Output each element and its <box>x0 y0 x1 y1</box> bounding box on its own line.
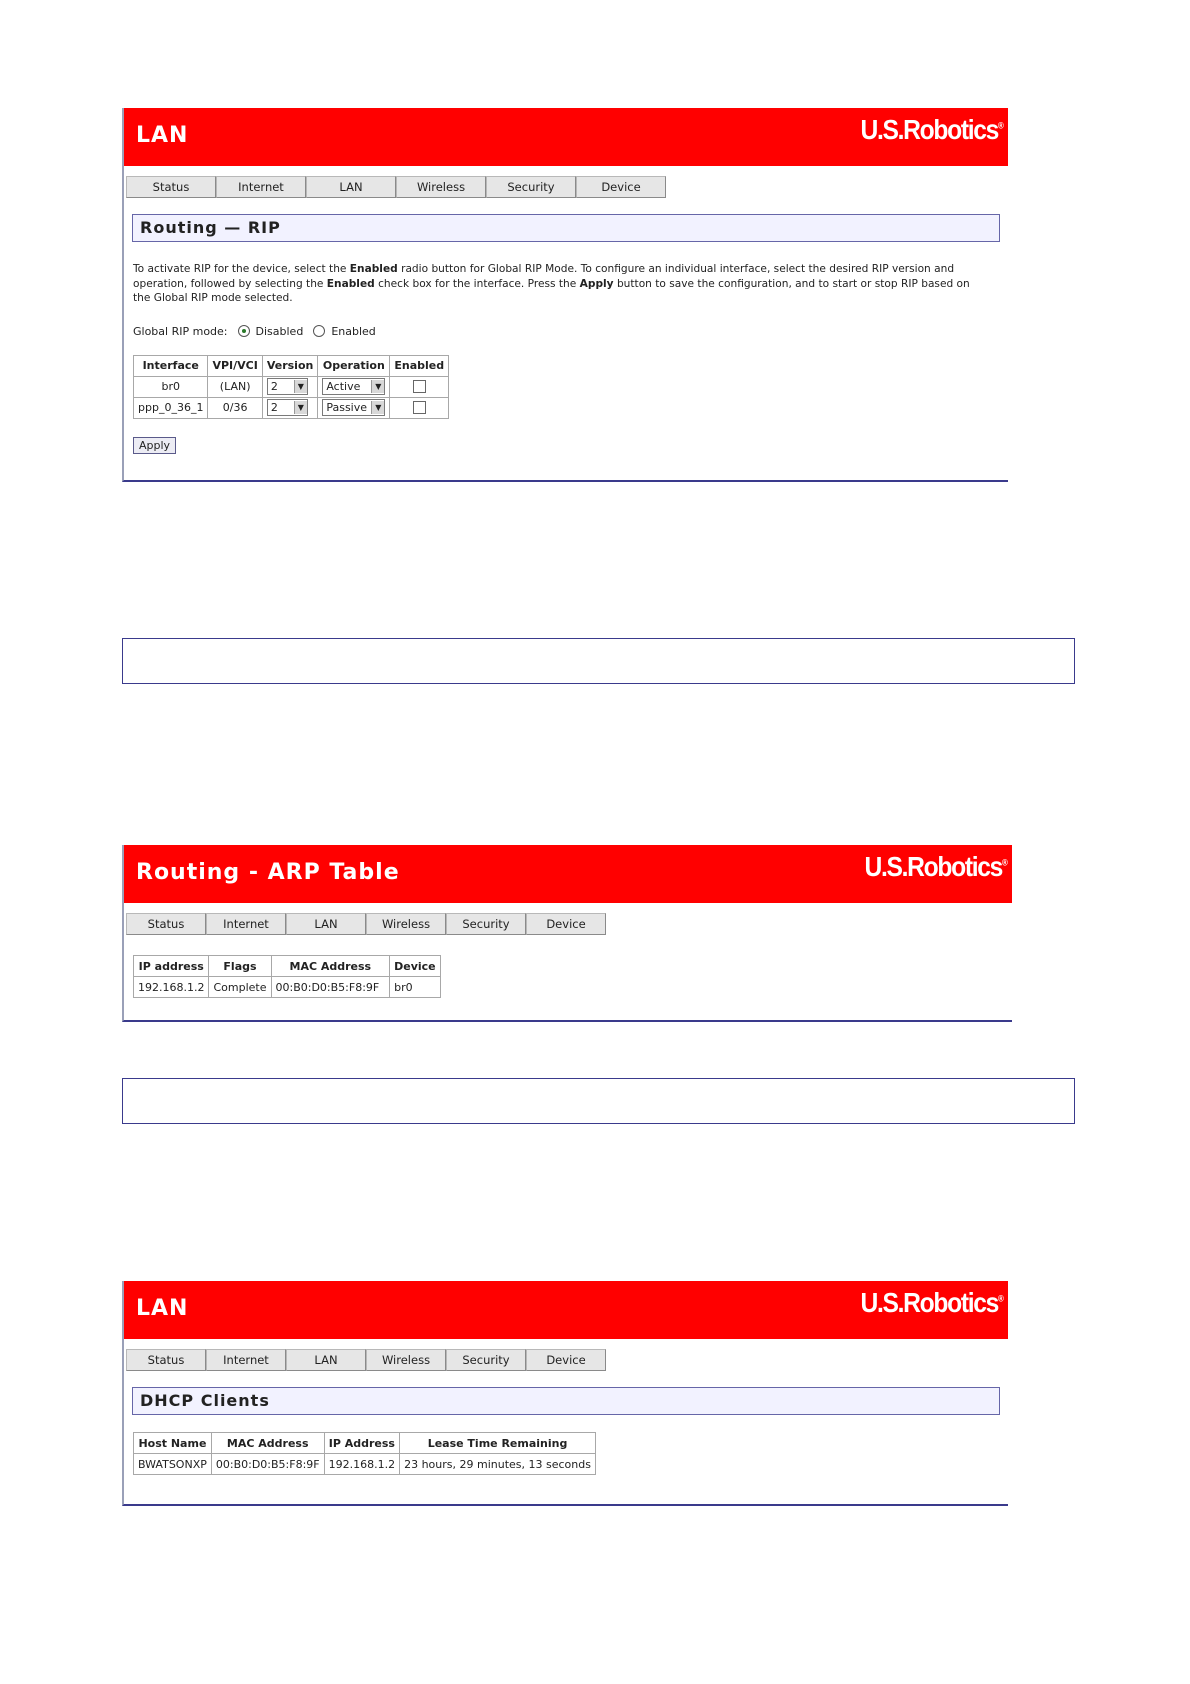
table-header-row <box>134 355 449 376</box>
arp-panel <box>122 845 1012 1022</box>
table-row <box>134 376 449 397</box>
tab-lan[interactable]: LAN <box>286 913 366 935</box>
ip-address-cell: 192.168.1.2 <box>134 977 209 998</box>
rip-interface-table <box>133 355 449 419</box>
tab-device[interactable]: Device <box>526 913 606 935</box>
chevron-down-icon: ▼ <box>294 401 307 414</box>
vpi-vci-cell: 0/36 <box>208 397 262 418</box>
tab-internet[interactable]: Internet <box>206 1349 286 1371</box>
column-header: Flags <box>209 956 271 977</box>
table-row <box>134 1454 596 1475</box>
tab-wireless[interactable]: Wireless <box>366 1349 446 1371</box>
dhcp-panel <box>122 1281 1008 1506</box>
column-header: Interface <box>134 355 208 376</box>
usrobotics-logo: U.S.Robotics® <box>860 114 1004 145</box>
column-header: MAC Address <box>211 1433 324 1454</box>
flags-cell: Complete <box>209 977 271 998</box>
operation-cell <box>318 376 390 397</box>
tab-internet[interactable]: Internet <box>206 913 286 935</box>
column-header: Operation <box>318 355 390 376</box>
version-select[interactable]: 2 ▼ <box>267 399 308 416</box>
tab-lan[interactable]: LAN <box>286 1349 366 1371</box>
caption-box <box>122 1078 1075 1124</box>
mac-address-cell: 00:B0:D0:B5:F8:9F <box>211 1454 324 1475</box>
chevron-down-icon: ▼ <box>294 380 307 393</box>
usrobotics-logo: U.S.Robotics® <box>864 851 1008 882</box>
page-title: DHCP Clients <box>132 1387 1000 1415</box>
global-rip-mode-label: Global RIP mode: <box>133 324 228 338</box>
banner-title: LAN <box>136 123 189 148</box>
interface-cell: ppp_0_36_1 <box>134 397 208 418</box>
dhcp-clients-table <box>133 1432 596 1475</box>
tab-lan[interactable]: LAN <box>306 176 396 198</box>
lease-time-cell: 23 hours, 29 minutes, 13 seconds <box>400 1454 596 1475</box>
instructions-text: To activate RIP for the device, select the Enabled radio button for Global RIP Mode. To configure an individual interface, select the desired RIP version and operation, followed by selecting the Enabled check box for the interface. Press the Apply button to save the configuration, and to start or stop RIP based on the Global RIP mode selected. <box>133 263 970 304</box>
column-header: MAC Address <box>271 956 390 977</box>
version-cell <box>262 397 318 418</box>
enabled-checkbox[interactable] <box>413 380 426 393</box>
tab-device[interactable]: Device <box>576 176 666 198</box>
enabled-checkbox[interactable] <box>413 401 426 414</box>
column-header: Lease Time Remaining <box>400 1433 596 1454</box>
column-header: VPI/VCI <box>208 355 262 376</box>
tab-status[interactable]: Status <box>126 913 206 935</box>
operation-select[interactable]: Active ▼ <box>322 378 385 395</box>
banner <box>124 108 1008 166</box>
tab-bar <box>126 176 1008 198</box>
operation-cell <box>318 397 390 418</box>
version-cell <box>262 376 318 397</box>
usrobotics-logo: U.S.Robotics® <box>860 1287 1004 1318</box>
tab-status[interactable]: Status <box>126 1349 206 1371</box>
table-header-row <box>134 956 441 977</box>
arp-table <box>133 955 441 998</box>
global-rip-mode <box>133 325 1008 338</box>
tab-bar <box>126 1349 1008 1371</box>
apply-button[interactable]: Apply <box>133 437 176 454</box>
table-row <box>134 397 449 418</box>
interface-cell: br0 <box>134 376 208 397</box>
enabled-cell <box>390 376 449 397</box>
host-name-cell: BWATSONXP <box>134 1454 212 1475</box>
column-header: Enabled <box>390 355 449 376</box>
tab-security[interactable]: Security <box>446 913 526 935</box>
rip-enabled-label: Enabled <box>331 324 376 338</box>
tab-status[interactable]: Status <box>126 176 216 198</box>
tab-bar <box>126 913 1012 935</box>
column-header: Host Name <box>134 1433 212 1454</box>
rip-disabled-label: Disabled <box>255 324 304 338</box>
rip-panel <box>122 108 1008 482</box>
tab-internet[interactable]: Internet <box>216 176 306 198</box>
operation-select[interactable]: Passive ▼ <box>322 399 385 416</box>
vpi-vci-cell: (LAN) <box>208 376 262 397</box>
version-select[interactable]: 2 ▼ <box>267 378 308 395</box>
rip-enabled-radio[interactable] <box>313 325 325 337</box>
column-header: Device <box>390 956 441 977</box>
banner <box>124 845 1012 903</box>
chevron-down-icon: ▼ <box>371 380 384 393</box>
device-cell: br0 <box>390 977 441 998</box>
column-header: IP address <box>134 956 209 977</box>
tab-device[interactable]: Device <box>526 1349 606 1371</box>
tab-security[interactable]: Security <box>446 1349 526 1371</box>
banner-title: LAN <box>136 1296 189 1321</box>
banner-title: Routing - ARP Table <box>136 860 400 885</box>
ip-address-cell: 192.168.1.2 <box>324 1454 399 1475</box>
column-header: Version <box>262 355 318 376</box>
tab-wireless[interactable]: Wireless <box>396 176 486 198</box>
banner <box>124 1281 1008 1339</box>
rip-disabled-radio[interactable] <box>238 325 250 337</box>
page-title: Routing — RIP <box>132 214 1000 242</box>
tab-wireless[interactable]: Wireless <box>366 913 446 935</box>
mac-address-cell: 00:B0:D0:B5:F8:9F <box>271 977 390 998</box>
enabled-cell <box>390 397 449 418</box>
tab-security[interactable]: Security <box>486 176 576 198</box>
chevron-down-icon: ▼ <box>371 401 384 414</box>
table-header-row <box>134 1433 596 1454</box>
column-header: IP Address <box>324 1433 399 1454</box>
table-row <box>134 977 441 998</box>
caption-box <box>122 638 1075 684</box>
